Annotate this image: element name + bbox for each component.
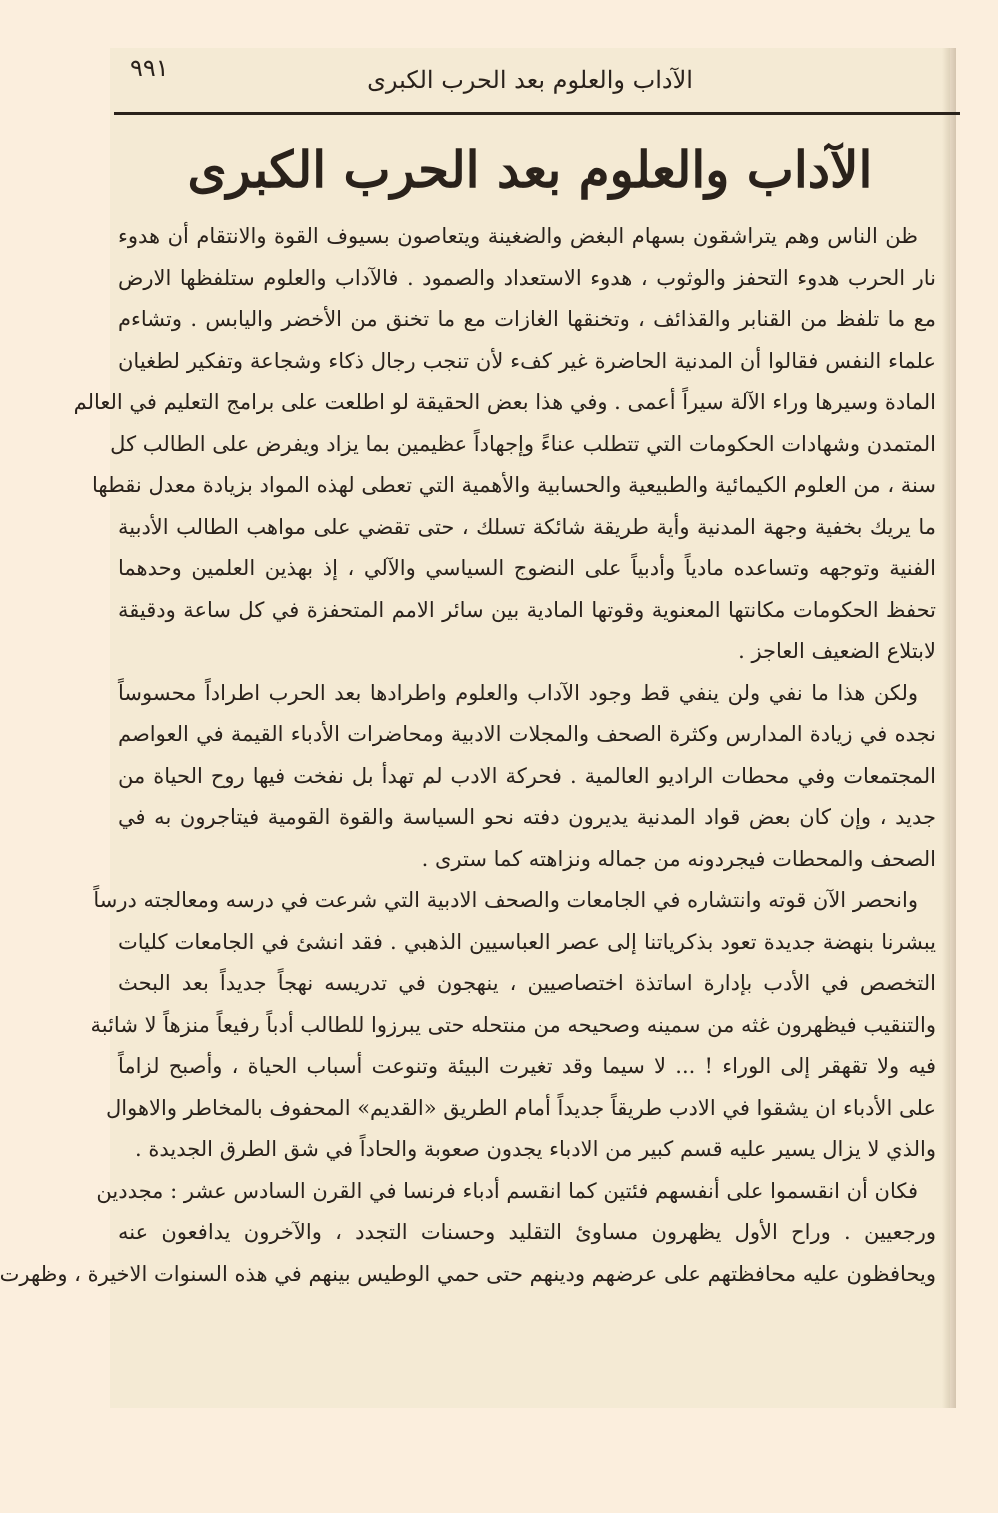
text-line: على الأدباء ان يشقوا في الادب طريقاً جديداً أمام الطريق «القديم» المحفوف بالمخاطر والاهوال: [106, 1095, 936, 1120]
article-title: الآداب والعلوم بعد الحرب الكبرى: [187, 140, 873, 199]
page-edge-shadow: [942, 48, 956, 1408]
running-header: [130, 60, 930, 100]
text-line: المادة وسيرها وراء الآلة سيراً أعمى . وفي هذا بعض الحقيقة لو اطلعت على برامج التعليم في العالم: [73, 390, 936, 414]
text-line: سنة ، من العلوم الكيمائية والطبيعية والحسابية والأهمية التي تعطى لهذه المواد بزيادة معدل نقطها: [92, 473, 936, 497]
text-line: ولكن هذا ما نفي ولن ينفي قط وجود الآداب والعلوم واطرادها بعد الحرب اطراداً محسوساً: [118, 680, 918, 705]
text-line: لابتلاع الضعيف العاجز .: [738, 639, 936, 663]
running-title: الآداب والعلوم بعد الحرب الكبرى: [367, 66, 693, 94]
text-line: تحفظ الحكومات مكانتها المعنوية وقوتها المادية بين سائر الامم المتحفزة في كل ساعة ودقيقة: [118, 597, 936, 622]
text-line: نجده في زيادة المدارس وكثرة الصحف والمجلات الادبية ومحاضرات الأدباء القيمة في العواصم: [118, 722, 936, 746]
text-line: والتنقيب فيظهرون غثه من سمينه وصحيحه من منتحله حتى يبرزوا للطالب أدباً رفيعاً منزهاً لا شائبة: [90, 1012, 936, 1037]
text-line: ما يريك بخفية وجهة المدنية وأية طريقة شائكة تسلك ، حتى تقضي على مواهب الطالب الأدبية: [118, 514, 936, 539]
page-number: ٩٩١: [130, 54, 169, 82]
text-line: التخصص في الأدب بإدارة اساتذة اختصاصيين ، ينهجون في تدريسه نهجاً جديداً بعد البحث: [118, 971, 936, 995]
text-line: علماء النفس فقالوا أن المدنية الحاضرة غير كفء لأن تنجب رجال ذكاء وشجاعة وتفكير لطغيان: [118, 348, 936, 373]
text-line: المجتمعات وفي محطات الراديو العالمية . فحركة الادب لم تهدأ بل نفخت فيها روح الحياة من: [118, 763, 936, 788]
text-line: المتمدن وشهادات الحكومات التي تتطلب عناءً وإجهاداً عظيمين بما يزاد ويفرض على الطالب كل: [110, 431, 936, 456]
scanned-page: [0, 48, 950, 1408]
text-line: ظن الناس وهم يتراشقون بسهام البغض والضغينة ويتعاصون بسيوف القوة والانتقام أن هدوء: [118, 224, 918, 248]
text-line: والذي لا يزال يسير عليه قسم كبير من الادباء يجدون صعوبة والحاداً في شق الطرق الجديدة .: [134, 1137, 936, 1161]
text-line: الصحف والمحطات فيجردونه من جماله ونزاهته كما سترى .: [421, 846, 936, 871]
text-line: مع ما تلفظ من القنابر والقذائف ، وتخنقها الغازات مع ما تخنق من الأخضر واليابس . وتشاءم: [118, 307, 936, 331]
text-line: يبشرنا بنهضة جديدة تعود بذكرياتنا إلى عصر العباسيين الذهبي . فقد انشئ في الجامعات كليات: [118, 929, 937, 954]
text-line: فكان أن انقسموا على أنفسهم فئتين كما انقسم أدباء فرنسا في القرن السادس عشر : مجددين: [96, 1178, 918, 1203]
header-rule: [114, 112, 960, 115]
article-body: [0, 216, 937, 1295]
text-line: ويحافظون عليه محافظتهم على عرضهم ودينهم حتى حمي الوطيس بينهم في هذه السنوات الاخيرة ، وظهرت: [0, 1261, 936, 1286]
text-line: جديد ، وإن كان بعض قواد المدنية يديرون دفته نحو السياسة والقوة القومية فيتاجرون به في: [118, 805, 936, 829]
text-line: ورجعيين . وراح الأول يظهرون مساوئ التقليد وحسنات التجدد ، والآخرون يدافعون عنه: [118, 1220, 936, 1244]
text-line: نار الحرب هدوء التحفز والوثوب ، هدوء الاستعداد والصمود . فالآداب والعلوم ستلفظها الارض: [118, 265, 936, 290]
text-line: فيه ولا تقهقر إلى الوراء ! ... لا سيما وقد تغيرت البيئة وتنوعت أسباب الحياة ، وأصبح لزاماً: [118, 1054, 936, 1078]
text-line: وانحصر الآن قوته وانتشاره في الجامعات والصحف الادبية التي شرعت في درسه ومعالجته درساً: [93, 888, 918, 912]
text-line: الفنية وتوجهه وتساعده مادياً وأدبياً على النضوج السياسي والآلي ، إذ بهذين العلمين وحدهما: [118, 556, 936, 580]
